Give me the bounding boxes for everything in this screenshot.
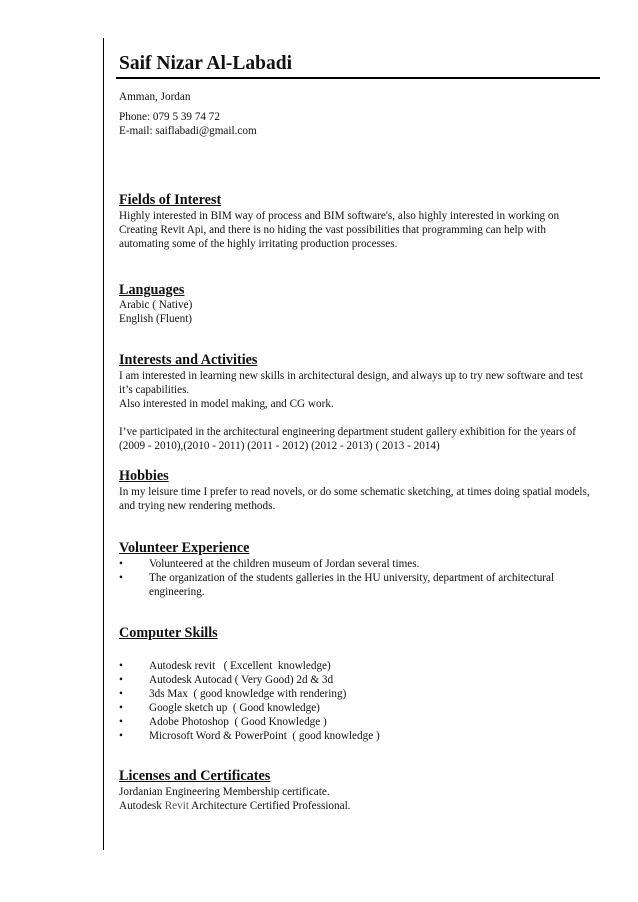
bullet-icon: • bbox=[119, 660, 123, 672]
bullet-icon: • bbox=[119, 572, 123, 584]
header-rule bbox=[116, 77, 600, 79]
hobbies-heading: Hobbies bbox=[119, 468, 169, 484]
licenses-heading: Licenses and Certificates bbox=[119, 768, 271, 784]
languages-heading: Languages bbox=[119, 282, 185, 298]
list-item: • Autodesk Autocad ( Very Good) 2d & 3d bbox=[119, 674, 334, 686]
revit-word: Revit bbox=[164, 800, 189, 812]
fields-of-interest-text: Highly interested in BIM way of process and BIM software's, also highly interested in working on Creating Revit Api, and there is no hiding the vast possibilities that programming can help with automating some of the highly irritating production processes. bbox=[119, 210, 560, 250]
hobbies-text: In my leisure time I prefer to read novels, or do some schematic sketching, at times doing spatial models, and trying new rendering methods. bbox=[119, 486, 590, 512]
bullet-icon: • bbox=[119, 702, 123, 714]
interests-paragraph-2: Also interested in model making, and CG work. bbox=[119, 398, 334, 410]
interests-paragraph-3: I’ve participated in the architectural engineering department student gallery exhibition for the years of (2009 - 2010),(2010 - 2011) (2011 - 2012) (2012 - 2013) ( 2013 - 2014) bbox=[119, 426, 576, 452]
computer-skills-list bbox=[119, 659, 595, 743]
language-item: English (Fluent) bbox=[119, 313, 193, 325]
language-item: Arabic ( Native) bbox=[119, 299, 193, 311]
list-item: • The organization of the students galleries in the HU university, department of architectural engineering. bbox=[119, 572, 555, 598]
computer-skills-heading: Computer Skills bbox=[119, 625, 218, 641]
bullet-icon: • bbox=[119, 674, 123, 686]
bullet-icon: • bbox=[119, 730, 123, 742]
list-item: • Microsoft Word & PowerPoint ( good knowledge ) bbox=[119, 730, 380, 742]
email: E-mail: saiflabadi@gmail.com bbox=[119, 125, 257, 137]
location: Amman, Jordan bbox=[119, 91, 191, 103]
phone: Phone: 079 5 39 74 72 bbox=[119, 111, 220, 123]
interests-heading: Interests and Activities bbox=[119, 352, 258, 368]
volunteer-list bbox=[119, 557, 595, 599]
interests-paragraph-1: I am interested in learning new skills in architectural design, and always up to try new software and test it’s capabilities. bbox=[119, 370, 583, 396]
list-item: • 3ds Max ( good knowledge with rendering) bbox=[119, 688, 347, 700]
bullet-icon: • bbox=[119, 716, 123, 728]
volunteer-heading: Volunteer Experience bbox=[119, 540, 250, 556]
license-item: Autodesk Revit Architecture Certified Professional. bbox=[119, 800, 351, 812]
license-item: Jordanian Engineering Membership certificate. bbox=[119, 786, 330, 798]
bullet-icon: • bbox=[119, 558, 123, 570]
list-item: • Autodesk revit ( Excellent knowledge) bbox=[119, 660, 331, 672]
list-item: • Google sketch up ( Good knowledge) bbox=[119, 702, 320, 714]
bullet-icon: • bbox=[119, 688, 123, 700]
list-item: • Volunteered at the children museum of Jordan several times. bbox=[119, 558, 420, 570]
fields-of-interest-heading: Fields of Interest bbox=[119, 192, 222, 208]
left-margin-rule bbox=[103, 38, 104, 850]
list-item: • Adobe Photoshop ( Good Knowledge ) bbox=[119, 716, 327, 728]
candidate-name: Saif Nizar Al-Labadi bbox=[119, 53, 292, 74]
